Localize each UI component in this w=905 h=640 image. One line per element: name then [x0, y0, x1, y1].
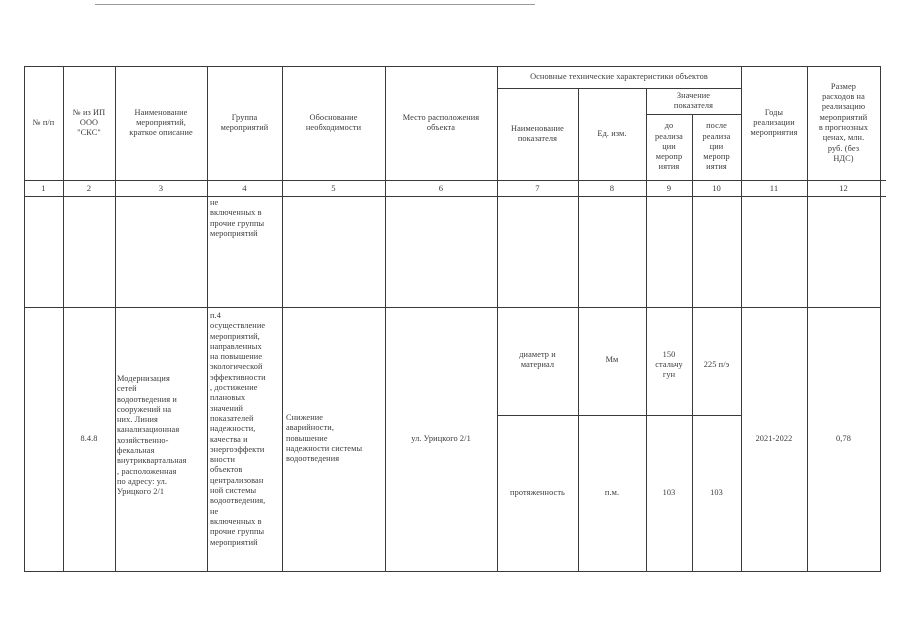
- header-after: после реализа ции меропр иятия: [702, 121, 731, 172]
- column-number-9: 9: [666, 182, 672, 193]
- header-ip-number: № из ИП ООО "СКС": [72, 107, 106, 138]
- top-scan-line: [95, 4, 535, 5]
- header-before: до реализа ции меропр иятия: [655, 121, 683, 172]
- indicator-before-2: 103: [662, 488, 676, 498]
- header-indicator-name: Наименование показателя: [511, 123, 564, 143]
- header-description: Наименование мероприятий, краткое описание: [129, 107, 193, 138]
- column-number-12: 12: [839, 182, 848, 193]
- column-number-1: 1: [41, 182, 46, 193]
- header-value-group: Значение показателя: [673, 90, 714, 110]
- column-number-8: 8: [609, 182, 615, 193]
- header-justification: Обоснование необходимости: [305, 112, 362, 132]
- indicator-name-1: диаметр и материал: [519, 349, 556, 369]
- cost-cell: 0,78: [836, 433, 851, 443]
- justification-cell: Снижение аварийности, повышение надежности системы водоотведения: [286, 413, 363, 464]
- description-cell: Модернизация сетей водоотведения и сооружений на них. Линия канализационная хозяйственно- фекальная внутриквартальная , расположенная по адресу: ул. Урицкого 2/1: [117, 374, 187, 497]
- years-cell: 2021-2022: [755, 433, 793, 443]
- header-cost: Размер расходов на реализацию мероприятий в прогнозных ценах, млн. руб. (без НДС): [818, 81, 869, 163]
- ip-number-cell: 8.4.8: [80, 433, 98, 443]
- header-tech-group: Основные технические характеристики объектов: [530, 71, 708, 81]
- indicator-before-1: 150 стальчу гун: [655, 349, 683, 380]
- header-unit: Ед. изм.: [597, 128, 627, 138]
- indicator-after-1: 225 п/э: [703, 359, 730, 369]
- indicator-unit-1: Мм: [605, 354, 619, 364]
- prev-row-group-text: не включенных в прочие группы мероприятий: [210, 198, 265, 238]
- column-number-5: 5: [331, 182, 336, 193]
- group-cell: п.4 осуществление мероприятий, направленных на повышение экологической эффективности , достижение плановых значений показателей надежности, качества и энергоэффекти вности объектов централизован ной системы водоотведения, не включенных в прочие группы мероприятий: [210, 311, 266, 547]
- indicator-unit-2: п.м.: [604, 488, 620, 498]
- column-number-6: 6: [438, 182, 444, 193]
- column-number-7: 7: [535, 182, 540, 193]
- indicator-after-2: 103: [710, 488, 723, 498]
- column-number-3: 3: [158, 182, 164, 193]
- header-years: Годы реализации мероприятия: [750, 107, 798, 138]
- column-number-10: 10: [712, 182, 721, 193]
- indicator-name-2: протяженность: [510, 488, 565, 498]
- header-location: Место расположения объекта: [402, 112, 480, 132]
- column-number-2: 2: [86, 182, 92, 193]
- location-cell: ул. Урицкого 2/1: [411, 433, 471, 443]
- header-group: Группа мероприятий: [220, 112, 269, 132]
- column-number-11: 11: [769, 182, 779, 193]
- column-number-4: 4: [242, 182, 247, 193]
- header-number: № п/п: [32, 117, 55, 127]
